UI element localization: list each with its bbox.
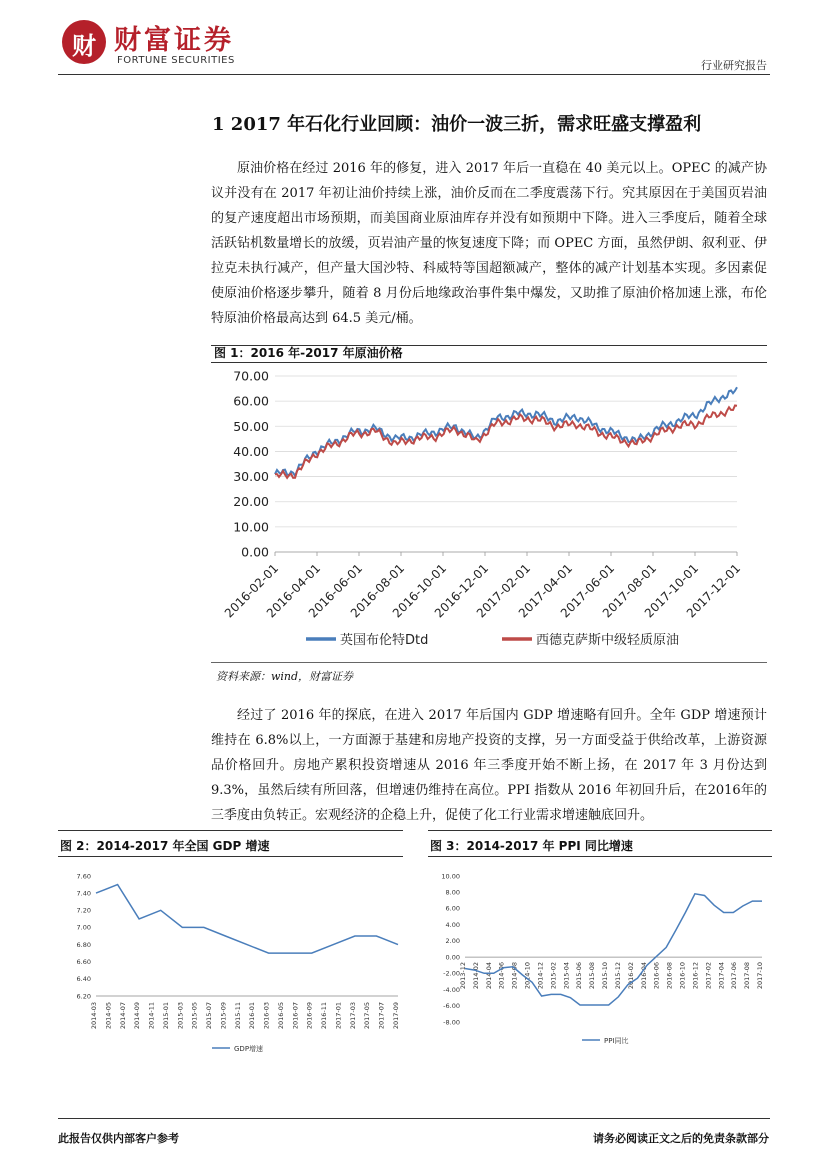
- y-tick-label: -4.00: [443, 985, 460, 994]
- x-tick-label: 2017-10: [756, 962, 764, 990]
- company-name-cn: 财富证券: [114, 25, 234, 56]
- y-tick-label: -2.00: [443, 969, 460, 978]
- section-title: 1 2017 年石化行业回顾：油价一波三折，需求旺盛支撑盈利: [212, 114, 702, 135]
- oil-price-chart: [211, 364, 767, 662]
- header-divider: [58, 74, 770, 75]
- y-tick-label: 6.00: [445, 904, 460, 913]
- x-tick-label: 2015-07: [205, 1002, 214, 1030]
- paragraph-gdp: 经过了 2016 年的探底，在进入 2017 年后国内 GDP 增速略有回升。全年 GDP 增速预计维持在 6.8%以上，一方面源于基建和房地产投资的支撑，另一方面受益于供给改革，上游资源品价格回升。房地产累积投资增速从 2016 年三季度开始不断上扬，在 2017 年 3 月份达到 9.3%，虽然后续有所回落，但增速仍维持在高位。PPI 指数从 2016 年初回升后，在2016年的三季度由负转正。宏观经济的企稳上升，促使了化工行业需求增速触底回升。: [211, 708, 767, 823]
- fig2-title: 图 2：2014-2017 年全国 GDP 增速: [60, 839, 270, 853]
- fig2-top-rule: [58, 830, 403, 831]
- x-tick-label: 2015-04: [562, 962, 571, 990]
- y-tick-label: 2.00: [445, 937, 460, 946]
- x-tick-label: 2016-05: [276, 1002, 285, 1030]
- y-tick-label: 0.00: [241, 544, 269, 560]
- fig1-title: 图 1：2016 年-2017 年原油价格: [214, 346, 403, 360]
- x-tick-label: 2015-05: [190, 1002, 199, 1030]
- fig1-title-rule: [211, 362, 767, 363]
- y-tick-label: 10.00: [441, 872, 460, 881]
- x-tick-label: 2014-12: [536, 962, 545, 990]
- legend-label: 西德克萨斯中级轻质原油: [536, 633, 680, 648]
- y-tick-label: 8.00: [445, 888, 460, 897]
- x-tick-label: 2017-10-01: [641, 561, 702, 621]
- x-tick-label: 2016-06-01: [305, 561, 366, 621]
- y-tick-label: 7.00: [76, 923, 91, 932]
- x-tick-label: 2016-10: [678, 962, 687, 990]
- x-tick-label: 2016-04: [639, 962, 648, 990]
- x-tick-label: 2015-10: [601, 962, 610, 990]
- x-tick-label: 2015-02: [549, 962, 558, 990]
- x-tick-label: 2017-08-01: [599, 561, 660, 621]
- y-tick-label: 6.40: [76, 975, 91, 984]
- x-tick-label: 2016-03: [262, 1002, 271, 1030]
- ppi-growth-chart: [410, 862, 770, 1062]
- x-tick-label: 2015-08: [588, 962, 597, 990]
- x-tick-label: 2017-01: [334, 1002, 343, 1030]
- y-tick-label: 40.00: [233, 443, 269, 459]
- x-tick-label: 2016-07: [291, 1002, 300, 1030]
- x-tick-label: 2016-08-01: [347, 561, 408, 621]
- x-tick-label: 2014-06: [497, 962, 506, 990]
- y-tick-label: -6.00: [443, 1002, 460, 1011]
- x-tick-label: 2014-07: [118, 1002, 127, 1030]
- fig3-title-rule: [428, 856, 772, 857]
- paragraph-oil-review: 原油价格在经过 2016 年的修复，进入 2017 年后一直稳在 40 美元以上。OPEC 的减产协议并没有在 2017 年初让油价持续上涨，油价反而在二季度震荡下行。究其原因在于美国页岩油的复产速度超出市场预期，而美国商业原油库存并没有如预期中下降。进入三季度后，随着全球活跃钻机数量增长的放缓，页岩油产量的恢复速度下降；而 OPEC 方面，虽然伊朗、叙利亚、伊拉克未执行减产，但产量大国沙特、科威特等国超额减产，整体的减产计划基本实现。多因素促使原油价格逐步攀升，随着 8 月份后地缘政治事件集中爆发，又助推了原油价格加速上涨，布伦特原油价格最高达到 64.5 美元/桶。: [211, 161, 767, 326]
- series-line-0: [96, 885, 398, 954]
- x-tick-label: 2014-08: [510, 962, 519, 990]
- x-tick-label: 2015-06: [575, 962, 584, 990]
- x-tick-label: 2017-04: [717, 962, 726, 990]
- x-tick-label: 2017-07: [377, 1002, 386, 1030]
- y-tick-label: 4.00: [445, 920, 460, 929]
- y-tick-label: 7.20: [76, 906, 91, 915]
- x-tick-label: 2014-09: [133, 1002, 142, 1030]
- y-tick-label: 7.40: [76, 889, 91, 898]
- company-logo: [62, 20, 106, 64]
- fig3-title: 图 3：2014-2017 年 PPI 同比增速: [430, 839, 633, 853]
- x-tick-label: 2014-03: [90, 1002, 98, 1030]
- footer-disclaimer-right: 请务必阅读正文之后的免责条款部分: [593, 1132, 769, 1145]
- report-type: 行业研究报告: [701, 59, 767, 72]
- footer-disclaimer-left: 此报告仅供内部客户参考: [58, 1132, 179, 1145]
- legend-label: GDP增速: [234, 1045, 264, 1053]
- x-tick-label: 2016-01: [248, 1002, 257, 1030]
- series-line-0: [275, 387, 737, 476]
- logo-glyph: 财: [72, 31, 96, 60]
- legend-label: 英国布伦特Dtd: [340, 633, 429, 648]
- x-tick-label: 2016-08: [665, 962, 674, 990]
- x-tick-label: 2016-10-01: [389, 561, 450, 621]
- y-tick-label: 6.20: [76, 992, 91, 1001]
- y-tick-label: 70.00: [233, 368, 269, 384]
- x-tick-label: 2017-02-01: [473, 561, 534, 621]
- x-tick-label: 2015-12: [613, 962, 622, 990]
- y-tick-label: 0.00: [445, 953, 460, 962]
- fig1-bottom-rule: [211, 662, 767, 663]
- x-tick-label: 2016-02: [626, 962, 635, 990]
- company-name-en: FORTUNE SECURITIES: [117, 55, 235, 66]
- x-tick-label: 2013-12: [459, 962, 467, 990]
- x-tick-label: 2016-09: [305, 1002, 314, 1030]
- fig1-source: 资料来源：wind，财富证券: [216, 670, 354, 683]
- y-tick-label: 7.60: [76, 872, 91, 881]
- y-tick-label: 30.00: [233, 469, 269, 485]
- y-tick-label: 60.00: [233, 393, 269, 409]
- x-tick-label: 2015-01: [161, 1002, 170, 1030]
- x-tick-label: 2017-04-01: [515, 561, 576, 621]
- fig3-top-rule: [428, 830, 772, 831]
- x-tick-label: 2015-09: [219, 1002, 228, 1030]
- x-tick-label: 2014-02: [471, 962, 480, 990]
- y-tick-label: -8.00: [443, 1018, 460, 1027]
- y-tick-label: 6.80: [76, 940, 91, 949]
- y-tick-label: 6.60: [76, 957, 91, 966]
- x-tick-label: 2016-12-01: [431, 561, 492, 621]
- x-tick-label: 2017-09: [392, 1002, 400, 1030]
- x-tick-label: 2017-03: [348, 1002, 357, 1030]
- y-tick-label: 50.00: [233, 418, 269, 434]
- x-tick-label: 2014-10: [523, 962, 532, 990]
- x-tick-label: 2015-11: [233, 1002, 242, 1030]
- fig2-title-rule: [58, 856, 403, 857]
- y-tick-label: 20.00: [233, 494, 269, 510]
- legend-label: PPI同比: [604, 1037, 629, 1045]
- gdp-growth-chart: [70, 862, 400, 1062]
- x-tick-label: 2016-02-01: [221, 561, 282, 621]
- x-tick-label: 2014-05: [104, 1002, 113, 1030]
- x-tick-label: 2016-11: [320, 1002, 329, 1030]
- x-tick-label: 2016-12: [691, 962, 700, 990]
- x-tick-label: 2015-03: [176, 1002, 185, 1030]
- x-tick-label: 2017-06: [730, 962, 739, 990]
- x-tick-label: 2017-06-01: [557, 561, 618, 621]
- x-tick-label: 2014-04: [484, 962, 493, 990]
- footer-divider: [58, 1118, 770, 1119]
- y-tick-label: 10.00: [233, 519, 269, 535]
- x-tick-label: 2016-04-01: [263, 561, 324, 621]
- x-tick-label: 2017-05: [363, 1002, 372, 1030]
- x-tick-label: 2017-08: [743, 962, 752, 990]
- x-tick-label: 2017-12-01: [683, 561, 744, 621]
- x-tick-label: 2016-06: [652, 962, 661, 990]
- x-tick-label: 2017-02: [704, 962, 713, 990]
- x-tick-label: 2014-11: [147, 1002, 156, 1030]
